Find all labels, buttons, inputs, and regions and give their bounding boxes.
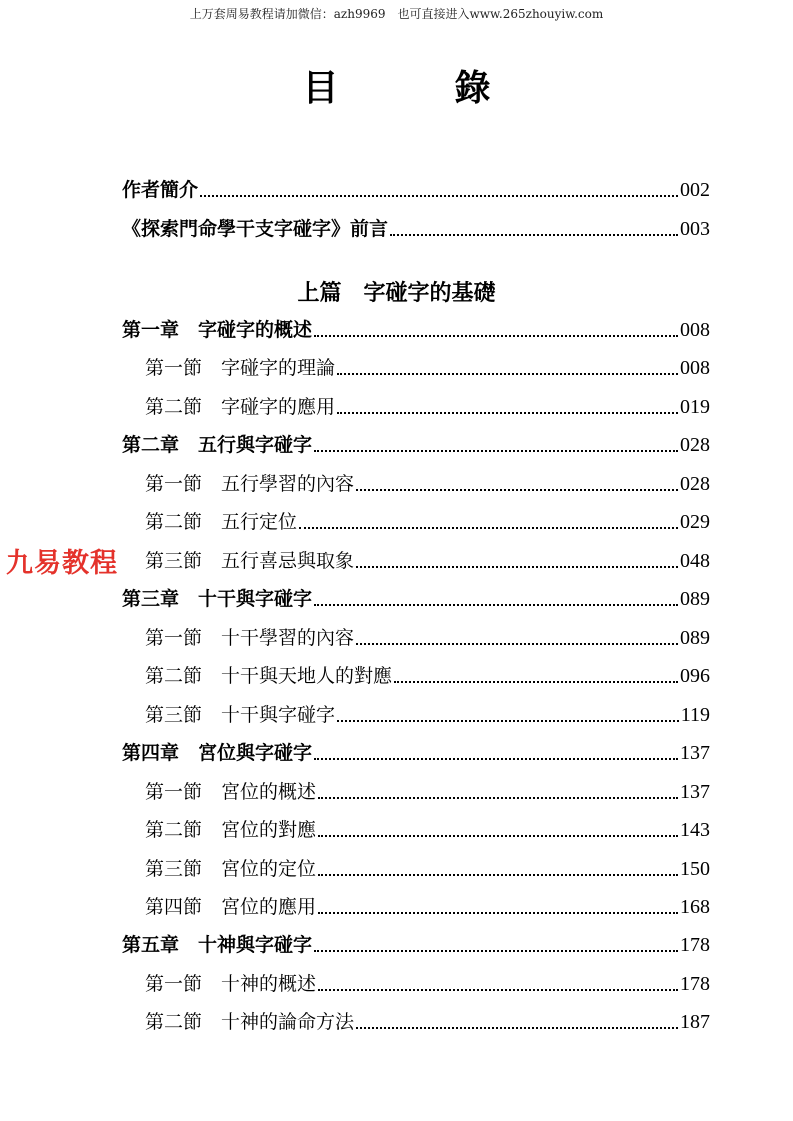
dot-leader xyxy=(337,373,678,375)
dot-leader xyxy=(314,335,678,337)
toc-section-label: 第三節 五行喜忌與取象 xyxy=(145,550,355,572)
dot-leader xyxy=(337,412,678,414)
dot-leader xyxy=(200,195,678,197)
toc-section xyxy=(145,889,710,919)
toc-chapter-label: 第三章 十干與字碰字 xyxy=(122,588,313,610)
dot-leader xyxy=(356,489,678,491)
toc-section-page: 168 xyxy=(680,896,710,918)
dot-leader xyxy=(314,950,678,952)
toc-section-label: 第二節 十神的論命方法 xyxy=(145,1011,355,1033)
toc-section xyxy=(145,466,710,496)
toc-chapter xyxy=(122,581,710,611)
toc-section-page: 119 xyxy=(680,704,710,726)
toc-section-page: 028 xyxy=(680,473,710,495)
toc-section-page: 178 xyxy=(680,973,710,995)
dot-leader xyxy=(356,566,678,568)
toc-section-label: 第一節 十神的概述 xyxy=(145,973,317,995)
toc-chapter xyxy=(122,927,710,957)
toc-section-label: 第一節 宮位的概述 xyxy=(145,781,317,803)
toc-chapter-page: 089 xyxy=(680,588,710,610)
dot-leader xyxy=(356,1027,678,1029)
toc-chapter-label: 第四章 宮位與字碰字 xyxy=(122,742,313,764)
toc-entry-label: 作者簡介 xyxy=(122,179,199,201)
toc-section-page: 008 xyxy=(680,357,710,379)
toc-chapter-page: 178 xyxy=(680,934,710,956)
toc-section-page: 048 xyxy=(680,550,710,572)
toc-entry-page: 003 xyxy=(680,218,710,240)
dot-leader xyxy=(356,643,678,645)
toc-section xyxy=(145,658,710,688)
dot-leader xyxy=(390,234,678,236)
dot-leader xyxy=(314,450,678,452)
toc-section-page: 089 xyxy=(680,627,710,649)
toc-section xyxy=(145,620,710,650)
dot-leader xyxy=(314,758,678,760)
toc-chapter-label: 第一章 字碰字的概述 xyxy=(122,319,313,341)
dot-leader xyxy=(318,797,678,799)
toc-section-page: 096 xyxy=(680,665,710,687)
toc-section-page: 187 xyxy=(680,1011,710,1033)
toc-section-label: 第二節 字碰字的應用 xyxy=(145,396,336,418)
toc-chapter-page: 137 xyxy=(680,742,710,764)
dot-leader xyxy=(314,604,678,606)
toc-section-label: 第二節 宮位的對應 xyxy=(145,819,317,841)
page-title: 目 錄 xyxy=(302,68,531,109)
toc-section xyxy=(145,1004,710,1034)
toc-section xyxy=(145,543,710,573)
toc-section-label: 第四節 宮位的應用 xyxy=(145,896,317,918)
toc-section-label: 第二節 十干與天地人的對應 xyxy=(145,665,393,687)
toc-section xyxy=(145,774,710,804)
toc-section-page: 029 xyxy=(680,511,710,533)
section-heading: 上篇 字碰字的基礎 xyxy=(297,280,496,306)
toc-entry xyxy=(122,172,710,202)
dot-leader xyxy=(318,835,678,837)
toc-section xyxy=(145,350,710,380)
toc-chapter xyxy=(122,735,710,765)
toc-chapter-page: 008 xyxy=(680,319,710,341)
toc-entry-label: 《探索門命學干支字碰字》前言 xyxy=(122,218,389,240)
toc-section xyxy=(145,697,710,727)
toc-section-page: 143 xyxy=(680,819,710,841)
toc-chapter-label: 第二章 五行與字碰字 xyxy=(122,434,313,456)
toc-section-label: 第三節 宮位的定位 xyxy=(145,858,317,880)
toc-chapter xyxy=(122,312,710,342)
toc-section-label: 第一節 五行學習的內容 xyxy=(145,473,355,495)
toc-chapter xyxy=(122,427,710,457)
toc-section-label: 第三節 十干與字碰字 xyxy=(145,704,336,726)
toc-section-page: 150 xyxy=(680,858,710,880)
toc-section-label: 第一節 字碰字的理論 xyxy=(145,357,336,379)
dot-leader xyxy=(318,989,678,991)
dot-leader xyxy=(318,874,678,876)
toc-section-page: 137 xyxy=(680,781,710,803)
toc-section xyxy=(145,812,710,842)
dot-leader xyxy=(318,912,678,914)
toc-section xyxy=(145,389,710,419)
toc-section xyxy=(145,504,710,534)
toc-section xyxy=(145,966,710,996)
toc-section-page: 019 xyxy=(680,396,710,418)
toc-chapter-label: 第五章 十神與字碰字 xyxy=(122,934,313,956)
dot-leader xyxy=(394,681,678,683)
toc-entry xyxy=(122,211,710,241)
page-header-text: 上万套周易教程请加微信：azh9969 也可直接进入www.265zhouyiw.com xyxy=(189,7,604,21)
toc-entry-page: 002 xyxy=(680,179,710,201)
watermark-text: 九易教程 xyxy=(6,548,118,579)
toc-section-label: 第二節 五行定位 xyxy=(145,511,298,533)
dot-leader xyxy=(337,720,679,722)
dot-leader xyxy=(299,527,678,529)
toc-section-label: 第一節 十干學習的內容 xyxy=(145,627,355,649)
toc-section xyxy=(145,851,710,881)
toc-chapter-page: 028 xyxy=(680,434,710,456)
